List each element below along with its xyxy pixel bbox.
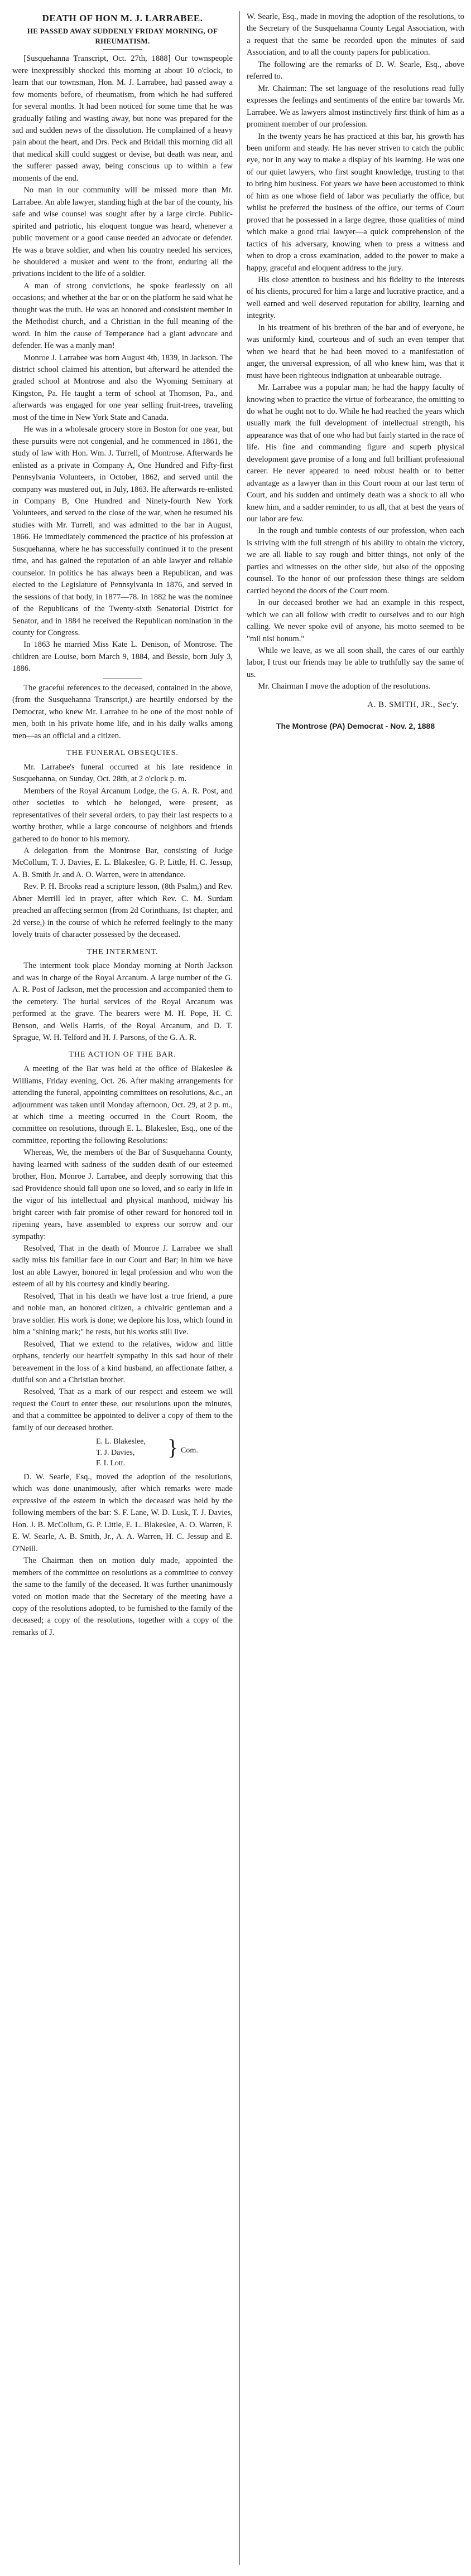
article-deck: HE PASSED AWAY SUDDENLY FRIDAY MORNING, OF RHEUMATISM. xyxy=(27,27,218,45)
body-paragraph: Mr. Chairman: The set language of the resolutions read fully expresses the feelings and sentiments of the entire bar towards Mr. Larrabee. We as lawyers almost instinctively first think of him as a prominent member of our profession. xyxy=(247,84,464,129)
bar-action-heading: THE ACTION OF THE BAR. xyxy=(69,1050,176,1059)
body-paragraph: The Chairman then on motion duly made, appointed the members of the committee on resolutions as a committee to convey the same to the family of the deceased. It was further unanimously voted on motion made that the Secretary of the meeting have a copy of the resolutions adopted, to be furnished to the family of the deceased; a copy of the resolutions, together with a copy of the remarks of J. xyxy=(12,1556,233,1637)
body-paragraph: Rev. P. H. Brooks read a scripture lesson, (8th Psalm,) and Rev. Abner Merrill led in prayer, after which Rev. C. M. Surdam preached an affecting sermon (from 2d Corinthians, 1st chapter, and 2d verse,) in the course of which he referred feelingly to the many lovely traits of character possessed by the deceased. xyxy=(12,882,233,940)
divider xyxy=(103,49,142,50)
body-paragraph: While we leave, as we all soon shall, the cares of our earthly labor, I trust our friends may be able to truthfully say the same of us. xyxy=(247,646,464,679)
source-caption: The Montrose (PA) Democrat - Nov. 2, 1888 xyxy=(276,722,435,730)
committee-member: F. I. Lott. xyxy=(96,1459,126,1468)
resolution-paragraph: Whereas, We, the members of the Bar of Susquehanna County, having learned with sadness of the sudden death of our esteemed brother, Hon. Monroe J. Larrabee, and deeply sorrowing that this sad Providence should fall upon one so loved, and so early in life in the vigor of his intellectual and physical manhood, midway his bright career with fair promise of other reward for honored toil in ripening years, have assembled to express our sorrow and our sympathy: xyxy=(12,1148,233,1241)
body-paragraph: A man of strong convictions, he spoke fearlessly on all occasions; and whether at the bar or on the platform he said what he thought was the truth. He was an honored and consistent member in the Methodist church, and a Christian in the full meaning of the word. In him the cause of Temperance had a giant advocate and defender. He was a manly man! xyxy=(12,281,233,351)
body-paragraph: In the rough and tumble contests of our profession, when each is striving with the full strength of his ability to obtain the victory, we are all liable to say rough and bitter things, not only of the parties and witnesses on the other side, but also of the opposing counsel. To the honor of our profession these things are seldom carried beyond the doors of the Court room. xyxy=(247,526,464,595)
body-paragraph: Members of the Royal Arcanum Lodge, the G. A. R. Post, and other societies to which he belonged, were present, as representatives of their several orders, to pay their last respects to a worthy brother, while a large concourse of neighbors and friends gathered to do honor to his memory. xyxy=(12,786,233,844)
right-column xyxy=(247,11,464,709)
body-paragraph: Mr. Larrabee's funeral occurred at his late residence in Susquehanna, on Sunday, Oct. 28th, at 2 o'clock p. m. xyxy=(12,762,233,784)
resolution-paragraph: Resolved, That in his death we have lost a true friend, a pure and noble man, an honored citizen, a chivalric gentleman and a brave soldier. His work is done; we deplore his loss, which found in him a "shining mark;" he rests, but his works still live. xyxy=(12,1291,233,1337)
body-paragraph: In his treatment of his brethren of the bar and of everyone, he was uniformly kind, courteous and of such an even temper that when we heard that he had been moved to a manifestation of anger, the universal expression, of all who knew him, was that it must have been righteous indignation at unbearable outrage. xyxy=(247,323,464,380)
body-paragraph: In our deceased brother we had an example in this respect, which we can all follow with credit to ourselves and to our high calling. We never spoke evil of anyone, his motto seemed to be "mil nisi bonum." xyxy=(247,598,464,643)
resolution-paragraph: Resolved, That as a mark of our respect and esteem we will request the Court to enter these, our resolutions upon the minutes, and that a committee be appointed to deliver a copy of them to the family of our deceased brother. xyxy=(12,1387,233,1432)
body-paragraph: A delegation from the Montrose Bar, consisting of Judge McCollum, T. J. Davies, E. L. Blakeslee, G. P. Little, H. C. Jessup, A. B. Smith Jr. and A. O. Warren, were in attendance. xyxy=(12,846,233,879)
left-column xyxy=(12,11,233,2568)
body-paragraph: The graceful references to the deceased, contained in the above, (from the Susquehanna Transcript,) are heartily endorsed by the Democrat, who knew Mr. Larrabee to be one of the most noble of men, both in his private home life, and in his daily walks among men—as an official and a citizen. xyxy=(12,683,233,740)
brace-glyph: } xyxy=(167,1435,179,1460)
secretary-signature: A. B. SMITH, JR., Sec'y. xyxy=(367,700,459,709)
body-paragraph: The following are the remarks of D. W. Searle, Esq., above referred to. xyxy=(247,60,464,81)
body-paragraph: D. W. Searle, Esq., moved the adoption of the resolutions, which was done unanimously, after which remarks were made expressive of the esteem in which the deceased was held by the following members of the bar: S. F. Lane, W. D. Lusk, T. J. Davies, Hon. J. B. McCollum, G. P. Little, E. L. Blakeslee, A. O. Warren, F. E. W. Searle, A. B. Smith, Jr., A. A. Warren, H. C. Jessup and E. O'Neill. xyxy=(12,1473,233,1553)
body-paragraph: Mr. Chairman I move the adoption of the resolutions. xyxy=(258,682,431,691)
body-paragraph: [Susquehanna Transcript, Oct. 27th, 1888] Our townspeople were inexpressibly shocked this morning at about 10 o'clock, to learn that our townsman, Hon. M. J. Larrabee, had passed away a few moments before, of rheumatism, from which he had suffered for several months. It had been noticed for some time that he was gradually failing and wasting away, but none was prepared for the sad and sudden news of the dissolution. He complained of a heavy pain about the heart, and Drs. Peck and Bridall this morning did all that medical skill could suggest or devise, but death was near, and the sufferer passed away, being conscious up to within a few moments of the end. xyxy=(12,54,233,183)
funeral-heading: THE FUNERAL OBSEQUIES. xyxy=(66,749,179,758)
body-paragraph: A meeting of the Bar was held at the office of Blakeslee & Williams, Friday evening, Oct. 26. After making arrangements for attending the funeral, appointing committees on resolutions, &c., an adjournment was taken until Monday afternoon, Oct. 29, at 2 p. m., at which time a meeting occurred in the Court Room, the committee on resolutions, through E. L. Blakeslee, Esq., one of the committee, reporting the following Resolutions: xyxy=(12,1064,233,1145)
article-headline: DEATH OF HON M. J. LARRABEE. xyxy=(42,13,203,23)
committee-label: Com. xyxy=(181,1446,198,1455)
interment-heading: THE INTERMENT. xyxy=(86,947,158,956)
committee-signatures xyxy=(12,1436,233,1469)
body-paragraph: The interment took place Monday morning at North Jackson and was in charge of the Royal Arcanum. A large number of the G. A. R. Post of Jackson, met the procession and accompanied them to the cemetery. The burial services of the Royal Arcanum was performed at the grave. The bearers were M. H. Pope, H. C. Benson, and Wells Harris, of the Royal Arcanum, and D. T. Sprague, W. H. Telford and H. J. Parsons, of the G. A. R. xyxy=(12,961,233,1043)
body-paragraph: Monroe J. Larrabee was born August 4th, 1839, in Jackson. The district school claimed his attention, but afterward he attended the graded school at Montrose and also the Wyoming Seminary at Kingston, Pa. He taught a term of school at Thomson, Pa., and afterwards was engaged for one year selling fruit-trees, traveling most of the time in New York State and Canada. xyxy=(12,353,233,422)
body-paragraph: No man in our community will be missed more than Mr. Larrabee. An able lawyer, standing high at the bar of the county, his safe and wise counsel was sought after by a large circle. Public-spirited and patriotic, his eloquent tongue was heard, whenever a public movement or a good cause needed an advocate or defender. He was a brave soldier, and when his country needed his services, he shouldered a musket and went to the front, enduring all the privations incident to the life of a soldier. xyxy=(12,186,233,279)
body-paragraph: He was in a wholesale grocery store in Boston for one year, but these pursuits were not congenial, and he commenced in 1861, the study of law with Hon. Wm. J. Turrell, of Montrose. Afterwards he enlisted as a private in Company A, One Hundred and Fifty-first Pennsylvania Volunteers, in October, 1862, and served until the company was mustered out, in July, 1863. He afterwards re-enlisted in Company B, One Hundred and Ninety-fourth New York Volunteers, and served to the close of the war, when he resumed his studies with Mr. Turrell, and was admitted to the bar in August, 1866. He immediately commenced the practice of his profession at Susquehanna, where he has successfully continued it to the present time, and has gained the reputation of an able lawyer and reliable counselor. In politics he has always been a Republican, and was elected to the Legislature of Pennsylvania in 1876, and served in the sessions of that body, in 1877—78. In 1882 he was the nominee of the Republicans of the Twenty-sixth Senatorial District for Senator, and in 1884 he received the Republican nomination in the county for Congress. xyxy=(12,425,233,637)
resolution-paragraph: Resolved, That in the death of Monroe J. Larrabee we shall sadly miss his familiar face in our Court and Bar; in him we have lost an able Lawyer, honored in legal profession and who won the esteem of all by his courtesy and kindly bearing. xyxy=(12,1244,233,1289)
committee-member: E. L. Blakeslee, xyxy=(96,1437,146,1446)
body-paragraph: In 1863 he married Miss Kate L. Denison, of Montrose. The children are Louise, born March 9, 1884, and Bessie, born July 3, 1886. xyxy=(12,640,233,674)
committee-member: T. J. Davies, xyxy=(96,1448,135,1457)
body-paragraph: W. Searle, Esq., made in moving the adoption of the resolutions, to the Secretary of the Susquehanna County Legal Association, with a request that the same be recorded upon the minutes of said Association, and to all the county papers for publication. xyxy=(247,12,464,57)
body-paragraph: In the twenty years he has practiced at this bar, his growth has been uniform and steady. He has never striven to catch the public eye, nor in any way to make a display of his learning. He was one of our quiet lawyers, who first sought knowledge, trusting to that to bring him business. For years we have been accustomed to think of him as one whose field of labor was peculiarly the office, but whilst he preferred the business of the office, our terms of Court proved that he possessed in a large degree, those qualities of mind which make a good trial lawyer—a quick comprehension of the tactics of his adversary, knowing when to press a witness and when to drop a cross examination, added to the power to make a happy, graceful and eloquent address to the jury. xyxy=(247,132,464,273)
resolution-paragraph: Resolved, That we extend to the relatives, widow and little orphans, tenderly our heartfelt sympathy in this sad hour of their bereavement in the loss of a kind husband, an affectionate father, a dutiful son and a Christian brother. xyxy=(12,1339,233,1384)
body-paragraph: Mr. Larrabee was a popular man; he had the happy faculty of knowing when to practice the virtue of forbearance, the omitting to do what he ought not to do. While he had reached the years which usually mark the full development of intellectual strength, his appearance was that of one who had but fairly started in the race of life. His fine and commanding figure and superb physical development gave promise of a long and full brilliant professional career. He never appeared to need robust health or to better advantage as a lawyer than in this Court room at our last term of Court, and his sudden and untimely death was a shock to all who knew him, and a sadder reminder, to us all, that at best the years of our labor are few. xyxy=(247,383,464,524)
body-paragraph: His close attention to business and his fidelity to the interests of his clients, procured for him a large and lucrative practice, and a well earned and well deserved reputation for ability, learning and integrity. xyxy=(247,275,464,321)
column-rule xyxy=(239,11,240,2565)
